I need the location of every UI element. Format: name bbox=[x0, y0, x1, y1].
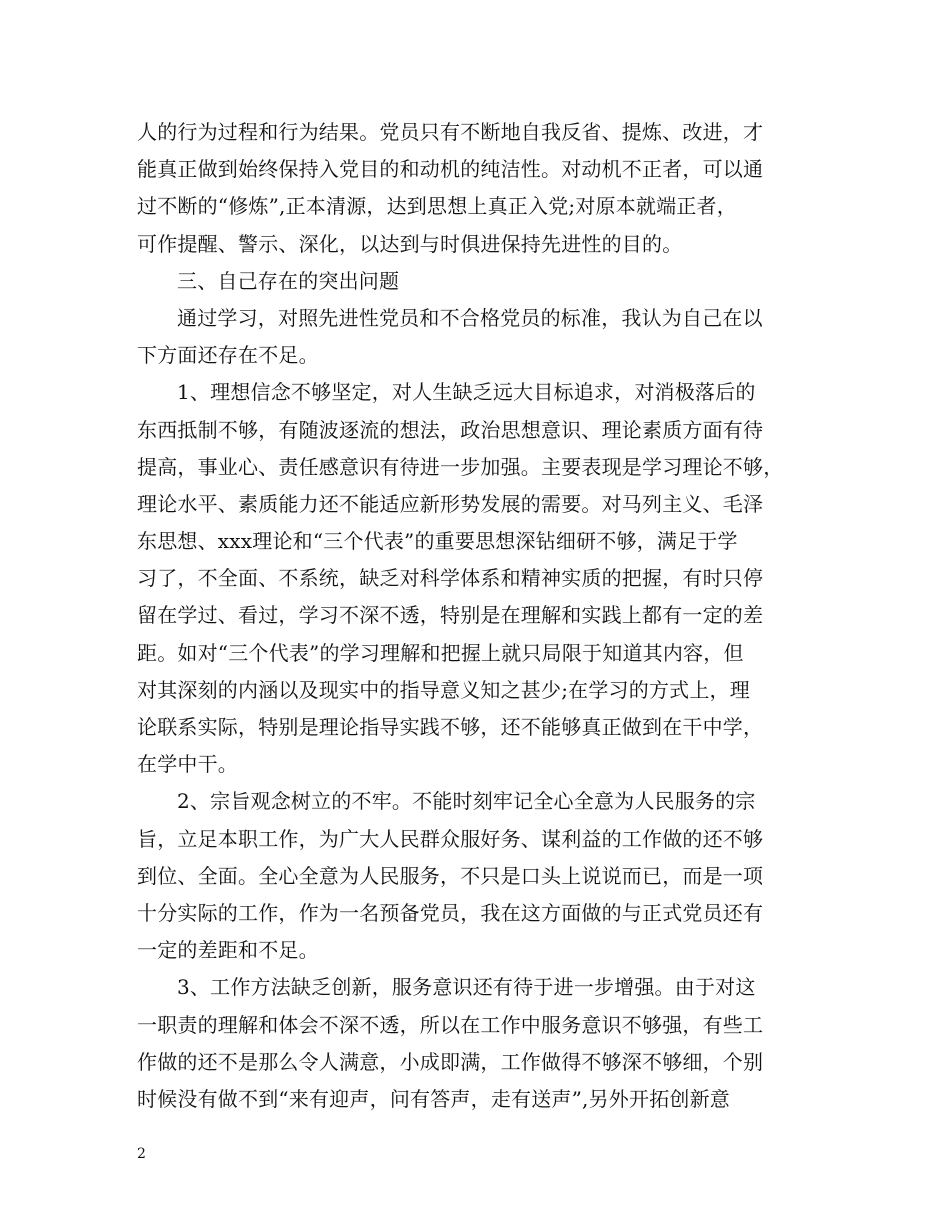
text-line: 十分实际的工作，作为一名预备党员，我在这方面做的与正式党员还有 bbox=[137, 900, 764, 925]
text-line: 1、理想信念不够坚定，对人生缺乏远大目标追求，对消极落后的 bbox=[177, 380, 756, 405]
text-line: 一职责的理解和体会不深不透，所以在工作中服务意识不够强，有些工 bbox=[137, 1012, 764, 1037]
text-line: 通过学习，对照先进性党员和不合格党员的标准，我认为自己在以 bbox=[177, 305, 763, 330]
text-line: 过不断的“修炼”,正本清源，达到思想上真正入党;对原本就端正者， bbox=[137, 194, 737, 219]
text-line: 提高，事业心、责任感意识有待进一步加强。主要表现是学习理论不够， bbox=[137, 454, 784, 479]
text-line: 人的行为过程和行为结果。党员只有不断地自我反省、提炼、改进，才 bbox=[137, 120, 764, 144]
text-line: 留在学过、看过，学习不深不透，特别是在理解和实践上都有一定的差 bbox=[137, 603, 764, 628]
text-line: 3、工作方法缺乏创新，服务意识还有待于进一步增强。由于对这 bbox=[177, 975, 756, 1000]
text-line: 旨，立足本职工作，为广大人民群众服好务、谋利益的工作做的还不够 bbox=[137, 826, 764, 851]
text-line: 到位、全面。全心全意为人民服务，不只是口头上说说而已，而是一项 bbox=[137, 863, 764, 888]
text-line: 作做的还不是那么令人满意，小成即满，工作做得不够深不够细，个别 bbox=[137, 1049, 764, 1074]
text-line: 理论水平、素质能力还不能适应新形势发展的需要。对马列主义、毛泽 bbox=[137, 491, 764, 516]
text-line: 习了，不全面、不系统，缺乏对科学体系和精神实质的把握，有时只停 bbox=[137, 566, 764, 591]
text-line: 可作提醒、警示、深化，以达到与时俱进保持先进性的目的。 bbox=[137, 231, 683, 256]
text-line: 能真正做到始终保持入党目的和动机的纯洁性。对动机不正者，可以通 bbox=[137, 157, 764, 182]
text-line: 论联系实际，特别是理论指导实践不够，还不能够真正做到在干中学， bbox=[137, 715, 764, 739]
text-line: 下方面还存在不足。 bbox=[137, 343, 319, 368]
text-line: 一定的差距和不足。 bbox=[137, 938, 319, 963]
text-line: 东思想、xxx理论和“三个代表”的重要思想深钻细研不够，满足于学 bbox=[137, 529, 738, 554]
text-line: 三、自己存在的突出问题 bbox=[177, 268, 400, 293]
text-line: 东西抵制不够，有随波逐流的想法，政治思想意识、理论素质方面有待 bbox=[137, 417, 764, 442]
body-text bbox=[137, 114, 827, 1118]
page-number: 2 bbox=[137, 1146, 146, 1162]
text-line: 时候没有做不到“来有迎声，问有答声，走有送声”,另外开拓创新意 bbox=[137, 1086, 731, 1111]
text-line: 在学中干。 bbox=[137, 752, 238, 777]
text-line: 距。如对“三个代表”的学习理解和把握上就只局限于知道其内容，但 bbox=[137, 640, 744, 665]
text-line: 2、宗旨观念树立的不牢。不能时刻牢记全心全意为人民服务的宗 bbox=[177, 789, 756, 814]
text-line: 对其深刻的内涵以及现实中的指导意义知之甚少;在学习的方式上，理 bbox=[137, 677, 750, 702]
